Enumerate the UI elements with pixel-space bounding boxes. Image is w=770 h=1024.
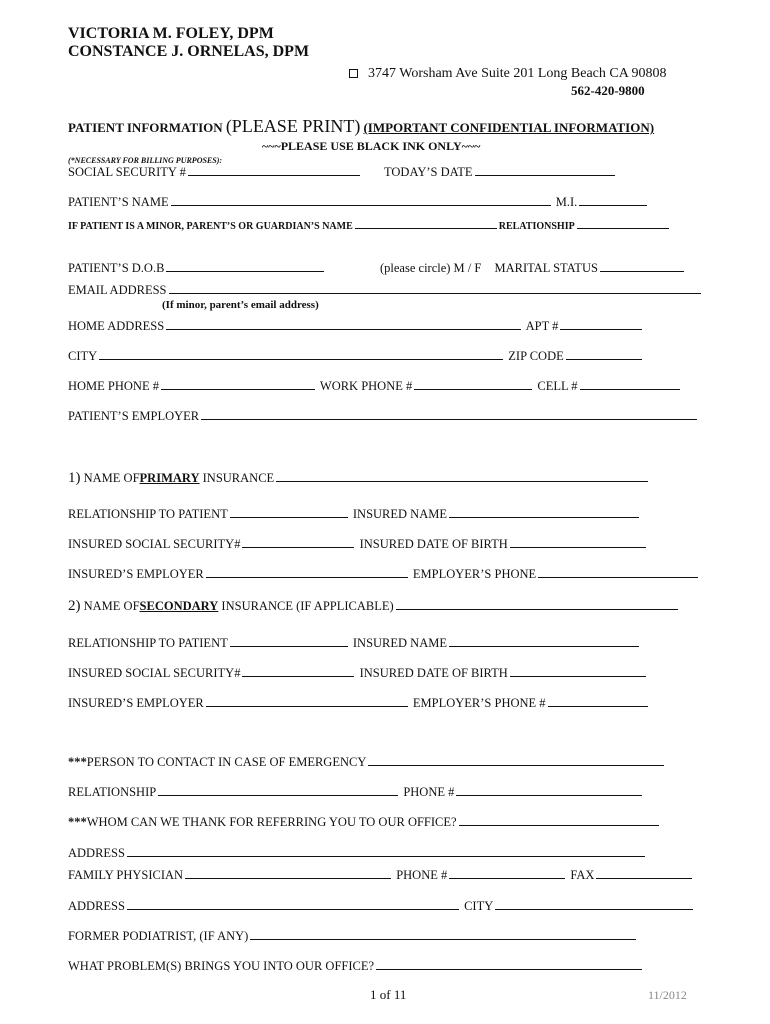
primary-ssn-field[interactable] xyxy=(242,536,354,548)
billing-note: (*NECESSARY FOR BILLING PURPOSES): xyxy=(68,156,223,165)
physician-address-row: ADDRESS CITY xyxy=(68,898,695,914)
primary-insurance-field[interactable] xyxy=(276,470,648,482)
sex-marital-row: (please circle) M / F MARITAL STATUS xyxy=(380,260,686,276)
doctor-name-1: VICTORIA M. FOLEY, DPM xyxy=(68,25,274,42)
referral-row: ***WHOM CAN WE THANK FOR REFERRING YOU TO OUR OFFICE? xyxy=(68,814,661,830)
primary-employer-field[interactable] xyxy=(206,566,408,578)
dob-field[interactable] xyxy=(166,260,324,272)
city-row: CITY ZIP CODE xyxy=(68,348,644,364)
sex-select[interactable]: (please circle) M / F xyxy=(380,261,482,275)
form-title: PATIENT INFORMATION (PLEASE PRINT) (IMPORTANT CONFIDENTIAL INFORMATION) xyxy=(68,116,655,136)
physician-city-field[interactable] xyxy=(495,898,693,910)
patient-name-field[interactable] xyxy=(171,194,551,206)
problem-row: WHAT PROBLEM(S) BRINGS YOU INTO OUR OFFICE? xyxy=(68,958,644,974)
emergency-phone-field[interactable] xyxy=(456,784,642,796)
todays-date-field[interactable] xyxy=(475,164,615,176)
secondary-insurance-row: 2) NAME OFSECONDARY INSURANCE (IF APPLICABLE) xyxy=(68,598,680,614)
primary-relationship-field[interactable] xyxy=(230,506,348,518)
primary-insured-name-field[interactable] xyxy=(449,506,639,518)
page-number: 1 of 11 xyxy=(370,987,407,1002)
referral-address-field[interactable] xyxy=(127,845,645,857)
emergency-contact-row: ***PERSON TO CONTACT IN CASE OF EMERGENCY xyxy=(68,754,666,770)
secondary-insured-name-field[interactable] xyxy=(449,635,639,647)
office-phone: 562-420-9800 xyxy=(571,83,645,98)
family-physician-fax-field[interactable] xyxy=(596,867,692,879)
primary-relationship-row: RELATIONSHIP TO PATIENT INSURED NAME xyxy=(68,506,641,522)
secondary-insurance-field[interactable] xyxy=(396,598,678,610)
phones-row: HOME PHONE # WORK PHONE # CELL # xyxy=(68,378,682,394)
secondary-relationship-row: RELATIONSHIP TO PATIENT INSURED NAME xyxy=(68,635,641,651)
home-address-row: HOME ADDRESS APT # xyxy=(68,318,644,334)
primary-insurance-row: 1) NAME OFPRIMARY INSURANCE xyxy=(68,470,650,486)
primary-dob-field[interactable] xyxy=(510,536,646,548)
guardian-name-field[interactable] xyxy=(355,217,497,229)
guardian-relationship-field[interactable] xyxy=(577,217,669,229)
home-phone-field[interactable] xyxy=(161,378,315,390)
cell-field[interactable] xyxy=(580,378,680,390)
former-podiatrist-row: FORMER PODIATRIST, (IF ANY) xyxy=(68,928,638,944)
city-field[interactable] xyxy=(99,348,503,360)
secondary-employer-field[interactable] xyxy=(206,695,408,707)
doctor-name-2: CONSTANCE J. ORNELAS, DPM xyxy=(68,43,310,60)
emergency-relationship-row: RELATIONSHIP PHONE # xyxy=(68,784,644,800)
email-row: EMAIL ADDRESS xyxy=(68,282,703,298)
secondary-employer-row: INSURED’S EMPLOYER EMPLOYER’S PHONE # xyxy=(68,695,650,711)
problem-field[interactable] xyxy=(376,958,642,970)
work-phone-field[interactable] xyxy=(414,378,532,390)
apt-field[interactable] xyxy=(560,318,642,330)
revision-date: 11/2012 xyxy=(648,988,687,1002)
mi-field[interactable] xyxy=(579,194,647,206)
secondary-ssn-field[interactable] xyxy=(242,665,354,677)
secondary-dob-field[interactable] xyxy=(510,665,646,677)
family-physician-phone-field[interactable] xyxy=(449,867,565,879)
family-physician-row: FAMILY PHYSICIAN PHONE # FAX xyxy=(68,867,694,883)
ssn-row: SOCIAL SECURITY # xyxy=(68,164,362,180)
former-podiatrist-field[interactable] xyxy=(250,928,636,940)
todays-date-row: TODAY’S DATE xyxy=(384,164,617,180)
checkbox-icon xyxy=(349,69,358,78)
guardian-row: IF PATIENT IS A MINOR, PARENT’S OR GUARDIAN’S NAME RELATIONSHIP xyxy=(68,217,671,235)
secondary-employer-phone-field[interactable] xyxy=(548,695,648,707)
black-ink-note: ~~~PLEASE USE BLACK INK ONLY~~~ xyxy=(262,139,481,153)
physician-address-field[interactable] xyxy=(127,898,459,910)
family-physician-field[interactable] xyxy=(185,867,391,879)
employer-row: PATIENT’S EMPLOYER xyxy=(68,408,699,424)
employer-field[interactable] xyxy=(201,408,697,420)
patient-name-row: PATIENT’S NAME M.I. xyxy=(68,194,649,210)
secondary-ssn-row: INSURED SOCIAL SECURITY# INSURED DATE OF BIRTH xyxy=(68,665,648,681)
referral-field[interactable] xyxy=(459,814,659,826)
zip-field[interactable] xyxy=(566,348,642,360)
emergency-contact-field[interactable] xyxy=(368,754,664,766)
ssn-field[interactable] xyxy=(188,164,360,176)
primary-employer-phone-field[interactable] xyxy=(538,566,698,578)
home-address-field[interactable] xyxy=(166,318,521,330)
referral-address-row: ADDRESS xyxy=(68,845,647,861)
marital-field[interactable] xyxy=(600,260,684,272)
dob-row: PATIENT’S D.O.B xyxy=(68,260,326,276)
email-field[interactable] xyxy=(169,282,701,294)
office-address: 3747 Worsham Ave Suite 201 Long Beach CA 90808 xyxy=(349,66,667,82)
emergency-relationship-field[interactable] xyxy=(158,784,398,796)
primary-ssn-row: INSURED SOCIAL SECURITY# INSURED DATE OF BIRTH xyxy=(68,536,648,552)
email-note: (If minor, parent’s email address) xyxy=(162,299,319,311)
primary-employer-row: INSURED’S EMPLOYER EMPLOYER’S PHONE xyxy=(68,566,700,582)
secondary-relationship-field[interactable] xyxy=(230,635,348,647)
